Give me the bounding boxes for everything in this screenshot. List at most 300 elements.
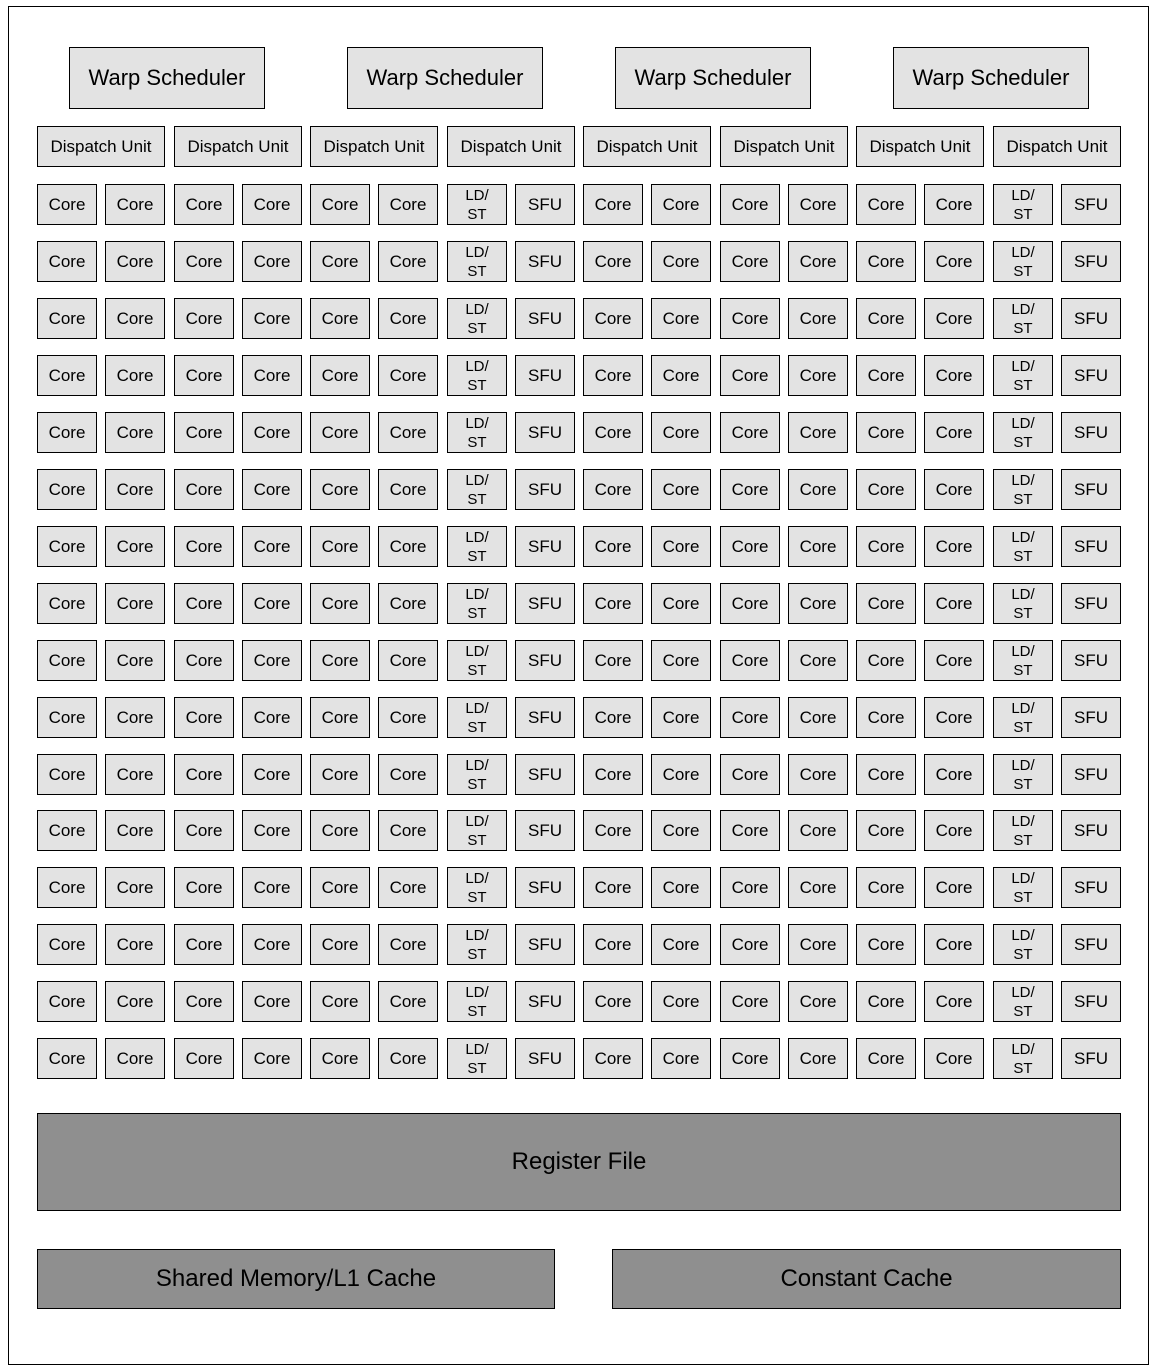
core-unit: Core [378,640,438,681]
core-unit: Core [924,1038,984,1079]
ld-st-label-top: LD/ [1011,471,1035,489]
ld-st-label-top: LD/ [465,1040,489,1058]
sfu-unit: SFU [515,184,575,225]
core-unit: Core [856,697,916,738]
ld-st-label-bottom: ST [1013,831,1033,849]
sfu-unit: SFU [1061,640,1121,681]
core-unit: Core [174,640,234,681]
sfu-unit: SFU [1061,981,1121,1022]
core-unit: Core [174,241,234,282]
core-unit: Core [37,583,97,624]
ld-st-label-top: LD/ [1011,983,1035,1001]
core-unit: Core [924,640,984,681]
core-unit: Core [856,1038,916,1079]
core-unit: Core [651,1038,711,1079]
ld-st-label-bottom: ST [1013,376,1033,394]
core-unit: Core [242,298,302,339]
core-unit: Core [378,810,438,851]
core-unit: Core [720,754,780,795]
ld-st-label-bottom: ST [1013,718,1033,736]
core-unit: Core [788,412,848,453]
ld-st-label-bottom: ST [1013,1059,1033,1077]
core-unit: Core [788,754,848,795]
shared-memory-l1-cache: Shared Memory/L1 Cache [37,1249,555,1309]
ld-st-unit [447,697,507,738]
ld-st-unit [993,526,1053,567]
core-unit: Core [310,810,370,851]
core-unit: Core [174,867,234,908]
ld-st-label-bottom: ST [1013,205,1033,223]
ld-st-unit [447,412,507,453]
dispatch-unit: Dispatch Unit [720,126,848,167]
ld-st-label-top: LD/ [465,926,489,944]
warp-scheduler: Warp Scheduler [347,47,543,109]
sfu-unit: SFU [515,355,575,396]
core-unit: Core [924,298,984,339]
core-unit: Core [105,241,165,282]
ld-st-unit [993,469,1053,510]
ld-st-label-top: LD/ [465,983,489,1001]
sfu-unit: SFU [1061,583,1121,624]
ld-st-unit [993,412,1053,453]
ld-st-unit [993,924,1053,965]
ld-st-unit [447,924,507,965]
warp-scheduler: Warp Scheduler [893,47,1089,109]
core-unit: Core [242,412,302,453]
ld-st-label-top: LD/ [465,699,489,717]
core-unit: Core [174,298,234,339]
ld-st-label-top: LD/ [1011,812,1035,830]
core-unit: Core [924,810,984,851]
core-unit: Core [583,697,643,738]
core-unit: Core [242,355,302,396]
ld-st-unit [447,810,507,851]
core-unit: Core [651,810,711,851]
core-unit: Core [788,469,848,510]
ld-st-unit [993,298,1053,339]
core-unit: Core [788,241,848,282]
ld-st-label-bottom: ST [467,205,487,223]
ld-st-unit [993,583,1053,624]
ld-st-unit [993,697,1053,738]
core-unit: Core [105,640,165,681]
core-unit: Core [788,1038,848,1079]
ld-st-label-top: LD/ [1011,585,1035,603]
core-unit: Core [856,241,916,282]
core-unit: Core [720,412,780,453]
ld-st-unit [993,640,1053,681]
core-unit: Core [174,184,234,225]
core-unit: Core [720,924,780,965]
core-unit: Core [378,355,438,396]
core-unit: Core [720,810,780,851]
core-unit: Core [651,412,711,453]
core-unit: Core [174,412,234,453]
ld-st-label-bottom: ST [467,775,487,793]
ld-st-unit [993,355,1053,396]
ld-st-unit [993,810,1053,851]
core-unit: Core [105,810,165,851]
core-unit: Core [720,298,780,339]
core-unit: Core [583,867,643,908]
ld-st-label-bottom: ST [1013,1002,1033,1020]
ld-st-label-top: LD/ [465,300,489,318]
core-unit: Core [37,697,97,738]
sfu-unit: SFU [1061,924,1121,965]
dispatch-unit: Dispatch Unit [583,126,711,167]
constant-cache: Constant Cache [612,1249,1121,1309]
core-unit: Core [378,697,438,738]
ld-st-label-top: LD/ [1011,186,1035,204]
core-unit: Core [37,184,97,225]
core-unit: Core [310,640,370,681]
core-unit: Core [651,981,711,1022]
core-unit: Core [37,241,97,282]
core-unit: Core [583,810,643,851]
ld-st-label-top: LD/ [465,528,489,546]
core-unit: Core [378,184,438,225]
core-unit: Core [583,1038,643,1079]
core-unit: Core [378,241,438,282]
core-unit: Core [720,640,780,681]
core-unit: Core [720,469,780,510]
core-unit: Core [105,981,165,1022]
core-unit: Core [583,412,643,453]
core-unit: Core [378,981,438,1022]
core-unit: Core [174,924,234,965]
core-unit: Core [924,697,984,738]
ld-st-unit [447,526,507,567]
ld-st-label-bottom: ST [1013,775,1033,793]
core-unit: Core [788,583,848,624]
ld-st-label-top: LD/ [465,414,489,432]
core-unit: Core [856,412,916,453]
sfu-unit: SFU [515,640,575,681]
sfu-unit: SFU [515,526,575,567]
core-unit: Core [720,981,780,1022]
ld-st-label-bottom: ST [467,945,487,963]
core-unit: Core [720,184,780,225]
dispatch-unit: Dispatch Unit [37,126,165,167]
core-unit: Core [310,184,370,225]
core-unit: Core [174,526,234,567]
core-unit: Core [924,981,984,1022]
ld-st-label-bottom: ST [1013,604,1033,622]
ld-st-label-top: LD/ [1011,642,1035,660]
ld-st-label-bottom: ST [467,319,487,337]
warp-scheduler: Warp Scheduler [69,47,265,109]
core-unit: Core [37,469,97,510]
core-unit: Core [310,241,370,282]
core-unit: Core [788,184,848,225]
core-unit: Core [105,697,165,738]
sfu-unit: SFU [1061,697,1121,738]
core-unit: Core [720,697,780,738]
core-unit: Core [378,469,438,510]
ld-st-label-top: LD/ [1011,528,1035,546]
sfu-unit: SFU [515,583,575,624]
core-unit: Core [242,583,302,624]
core-unit: Core [174,697,234,738]
core-unit: Core [310,298,370,339]
dispatch-unit: Dispatch Unit [447,126,575,167]
core-unit: Core [651,355,711,396]
ld-st-unit [993,184,1053,225]
ld-st-label-top: LD/ [1011,699,1035,717]
ld-st-label-bottom: ST [467,888,487,906]
core-unit: Core [242,981,302,1022]
core-unit: Core [310,697,370,738]
ld-st-label-bottom: ST [467,1059,487,1077]
core-unit: Core [856,981,916,1022]
sfu-unit: SFU [515,981,575,1022]
core-unit: Core [924,412,984,453]
dispatch-unit: Dispatch Unit [310,126,438,167]
core-unit: Core [105,526,165,567]
core-unit: Core [105,583,165,624]
dispatch-unit: Dispatch Unit [993,126,1121,167]
sfu-unit: SFU [1061,469,1121,510]
core-unit: Core [651,298,711,339]
ld-st-unit [447,867,507,908]
ld-st-unit [447,583,507,624]
core-unit: Core [924,867,984,908]
core-unit: Core [856,924,916,965]
core-unit: Core [788,640,848,681]
ld-st-label-bottom: ST [1013,490,1033,508]
sfu-unit: SFU [1061,754,1121,795]
core-unit: Core [720,1038,780,1079]
ld-st-label-top: LD/ [465,869,489,887]
ld-st-label-top: LD/ [465,812,489,830]
core-unit: Core [856,526,916,567]
core-unit: Core [720,526,780,567]
core-unit: Core [105,355,165,396]
ld-st-label-bottom: ST [467,262,487,280]
core-unit: Core [37,924,97,965]
core-unit: Core [583,355,643,396]
core-unit: Core [37,355,97,396]
ld-st-label-top: LD/ [465,756,489,774]
core-unit: Core [720,583,780,624]
core-unit: Core [856,754,916,795]
core-unit: Core [651,184,711,225]
ld-st-unit [993,754,1053,795]
core-unit: Core [856,298,916,339]
core-unit: Core [310,981,370,1022]
ld-st-unit [993,1038,1053,1079]
sfu-unit: SFU [1061,526,1121,567]
ld-st-label-top: LD/ [1011,869,1035,887]
core-unit: Core [788,867,848,908]
ld-st-unit [447,754,507,795]
ld-st-label-bottom: ST [1013,319,1033,337]
core-unit: Core [583,754,643,795]
core-unit: Core [720,355,780,396]
core-unit: Core [378,754,438,795]
core-unit: Core [105,469,165,510]
core-unit: Core [37,867,97,908]
ld-st-label-top: LD/ [1011,1040,1035,1058]
core-unit: Core [310,526,370,567]
ld-st-label-bottom: ST [467,604,487,622]
core-unit: Core [242,1038,302,1079]
core-unit: Core [242,241,302,282]
core-unit: Core [924,469,984,510]
core-unit: Core [651,697,711,738]
core-unit: Core [242,810,302,851]
core-unit: Core [583,583,643,624]
core-unit: Core [242,640,302,681]
core-unit: Core [651,924,711,965]
ld-st-unit [447,184,507,225]
core-unit: Core [37,526,97,567]
core-unit: Core [105,298,165,339]
core-unit: Core [856,355,916,396]
dispatch-unit: Dispatch Unit [174,126,302,167]
core-unit: Core [37,412,97,453]
ld-st-label-top: LD/ [1011,756,1035,774]
ld-st-unit [447,469,507,510]
ld-st-label-top: LD/ [465,243,489,261]
ld-st-unit [447,640,507,681]
core-unit: Core [583,469,643,510]
ld-st-unit [447,1038,507,1079]
core-unit: Core [242,754,302,795]
sfu-unit: SFU [515,697,575,738]
core-unit: Core [788,810,848,851]
ld-st-label-top: LD/ [1011,357,1035,375]
ld-st-unit [447,355,507,396]
ld-st-label-bottom: ST [467,661,487,679]
ld-st-label-bottom: ST [467,376,487,394]
core-unit: Core [651,754,711,795]
core-unit: Core [310,754,370,795]
core-unit: Core [105,754,165,795]
sfu-unit: SFU [1061,298,1121,339]
core-unit: Core [242,697,302,738]
core-unit: Core [105,412,165,453]
ld-st-unit [993,241,1053,282]
core-unit: Core [378,412,438,453]
core-unit: Core [105,867,165,908]
sfu-unit: SFU [515,1038,575,1079]
ld-st-label-bottom: ST [467,718,487,736]
ld-st-label-top: LD/ [465,642,489,660]
core-unit: Core [174,981,234,1022]
sfu-unit: SFU [1061,412,1121,453]
sfu-unit: SFU [515,469,575,510]
core-unit: Core [924,241,984,282]
core-unit: Core [37,298,97,339]
ld-st-label-top: LD/ [465,585,489,603]
core-unit: Core [242,184,302,225]
core-unit: Core [378,1038,438,1079]
core-unit: Core [720,867,780,908]
core-unit: Core [37,1038,97,1079]
sfu-unit: SFU [1061,241,1121,282]
sfu-unit: SFU [1061,184,1121,225]
ld-st-label-top: LD/ [465,357,489,375]
ld-st-label-bottom: ST [467,831,487,849]
core-unit: Core [105,184,165,225]
core-unit: Core [651,469,711,510]
core-unit: Core [583,298,643,339]
core-unit: Core [37,754,97,795]
ld-st-label-bottom: ST [1013,888,1033,906]
core-unit: Core [924,184,984,225]
ld-st-unit [447,981,507,1022]
core-unit: Core [583,640,643,681]
ld-st-label-top: LD/ [465,471,489,489]
core-unit: Core [924,754,984,795]
core-unit: Core [37,640,97,681]
ld-st-label-bottom: ST [1013,661,1033,679]
sfu-unit: SFU [515,924,575,965]
core-unit: Core [856,184,916,225]
core-unit: Core [651,241,711,282]
sfu-unit: SFU [515,412,575,453]
core-unit: Core [583,241,643,282]
core-unit: Core [105,1038,165,1079]
ld-st-label-bottom: ST [1013,945,1033,963]
ld-st-unit [993,867,1053,908]
ld-st-label-bottom: ST [467,490,487,508]
core-unit: Core [788,526,848,567]
core-unit: Core [174,469,234,510]
ld-st-label-top: LD/ [1011,926,1035,944]
core-unit: Core [651,640,711,681]
ld-st-unit [447,298,507,339]
core-unit: Core [924,583,984,624]
core-unit: Core [310,867,370,908]
core-unit: Core [856,640,916,681]
core-unit: Core [242,526,302,567]
ld-st-label-top: LD/ [1011,243,1035,261]
core-unit: Core [788,697,848,738]
core-unit: Core [174,810,234,851]
core-unit: Core [378,924,438,965]
sfu-unit: SFU [515,241,575,282]
sfu-unit: SFU [515,754,575,795]
core-unit: Core [856,583,916,624]
core-unit: Core [720,241,780,282]
core-unit: Core [37,981,97,1022]
ld-st-label-bottom: ST [1013,433,1033,451]
core-unit: Core [174,355,234,396]
ld-st-unit [993,981,1053,1022]
core-unit: Core [856,867,916,908]
core-unit: Core [242,924,302,965]
core-unit: Core [242,867,302,908]
core-unit: Core [310,583,370,624]
sfu-unit: SFU [1061,1038,1121,1079]
ld-st-label-bottom: ST [1013,262,1033,280]
ld-st-label-bottom: ST [1013,547,1033,565]
core-unit: Core [378,526,438,567]
core-unit: Core [310,924,370,965]
core-unit: Core [174,1038,234,1079]
core-unit: Core [583,526,643,567]
core-unit: Core [651,526,711,567]
core-unit: Core [378,867,438,908]
ld-st-label-bottom: ST [467,547,487,565]
core-unit: Core [310,355,370,396]
sfu-unit: SFU [515,867,575,908]
core-unit: Core [174,583,234,624]
core-unit: Core [856,469,916,510]
sfu-unit: SFU [1061,355,1121,396]
